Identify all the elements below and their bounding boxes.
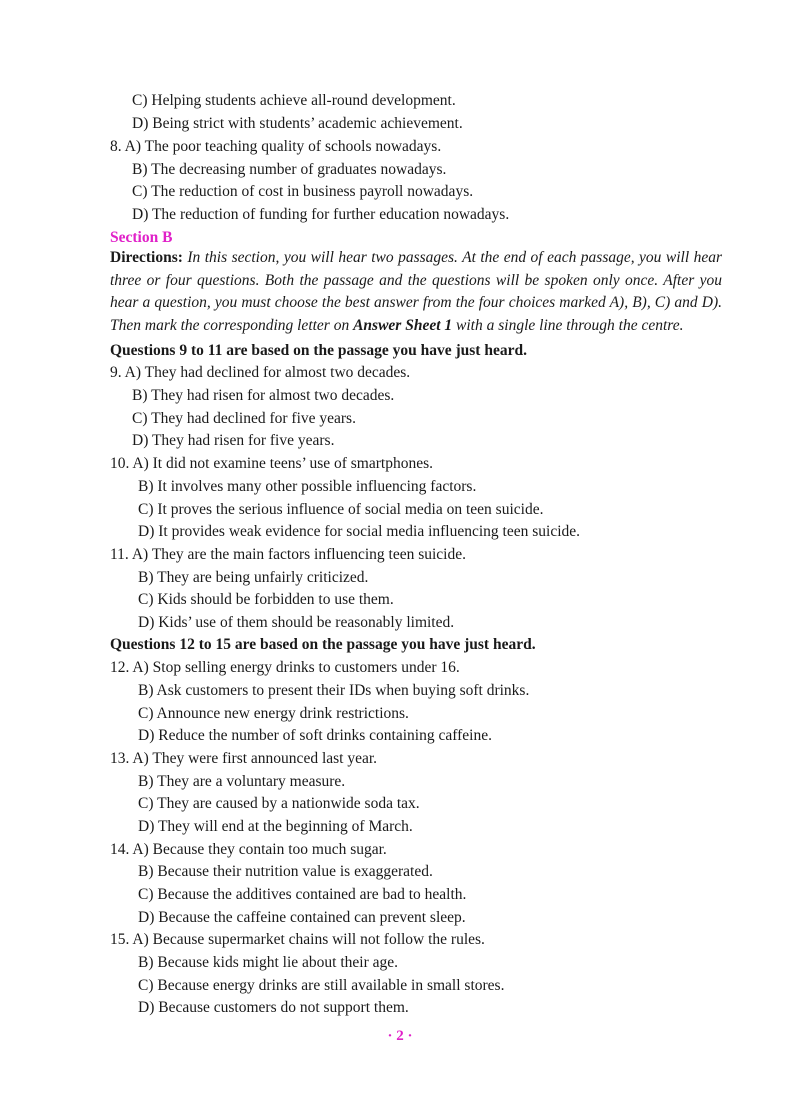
directions-label: Directions: <box>110 249 183 266</box>
question-12-option-c: C) Announce new energy drink restrictions. <box>138 705 409 722</box>
questions-12-15-heading: Questions 12 to 15 are based on the passage you have just heard. <box>110 636 536 653</box>
question-9-option-c: C) They had declined for five years. <box>132 410 356 427</box>
questions-9-11-heading: Questions 9 to 11 are based on the passage you have just heard. <box>110 342 527 359</box>
question-15-option-c: C) Because energy drinks are still available in small stores. <box>138 977 505 994</box>
question-10-option-d: D) It provides weak evidence for social media influencing teen suicide. <box>138 523 581 540</box>
question-12-option-a: 12. A) Stop selling energy drinks to customers under 16. <box>110 659 460 676</box>
question-15-option-b: B) Because kids might lie about their age. <box>138 954 398 971</box>
option-7c: C) Helping students achieve all-round development. <box>132 92 456 109</box>
question-12-option-d: D) Reduce the number of soft drinks containing caffeine. <box>138 727 492 744</box>
question-11-option-d: D) Kids’ use of them should be reasonably limited. <box>138 614 455 631</box>
directions-text: In this section, you will hear two passages. At the end of each passage, you will hear three or four questions. Both the passage and the questions will be spoken only once. After you hear a question, you must choose the best answer from the four choices marked A), B), C) and D). Then mark the corresponding letter on <box>110 249 723 334</box>
question-14-option-c: C) Because the additives contained are bad to health. <box>138 886 467 903</box>
question-14-option-a: 14. A) Because they contain too much sugar. <box>110 841 387 858</box>
question-14-option-b: B) Because their nutrition value is exaggerated. <box>138 863 433 880</box>
question-13-option-a: 13. A) They were first announced last year. <box>110 750 378 767</box>
question-11-option-a: 11. A) They are the main factors influencing teen suicide. <box>110 546 466 563</box>
question-9-option-b: B) They had risen for almost two decades. <box>132 387 395 404</box>
section-b-title: Section B <box>110 229 173 246</box>
question-13-option-b: B) They are a voluntary measure. <box>138 773 346 790</box>
question-10-option-b: B) It involves many other possible influencing factors. <box>138 478 477 495</box>
question-8-option-d: D) The reduction of funding for further education nowadays. <box>132 206 510 223</box>
option-7d: D) Being strict with students’ academic achievement. <box>132 115 463 132</box>
question-13-option-c: C) They are caused by a nationwide soda tax. <box>138 795 420 812</box>
question-10-option-c: C) It proves the serious influence of social media on teen suicide. <box>138 501 544 518</box>
question-13-option-d: D) They will end at the beginning of March. <box>138 818 413 835</box>
question-14-option-d: D) Because the caffeine contained can prevent sleep. <box>138 909 466 926</box>
question-11-option-b: B) They are being unfairly criticized. <box>138 569 369 586</box>
question-8-option-b: B) The decreasing number of graduates nowadays. <box>132 161 447 178</box>
question-15-option-d: D) Because customers do not support them. <box>138 999 409 1016</box>
directions <box>110 247 722 337</box>
question-9-option-d: D) They had risen for five years. <box>132 432 335 449</box>
directions-text-end: with a single line through the centre. <box>456 316 684 334</box>
answer-sheet-emphasis: Answer Sheet 1 <box>353 316 453 334</box>
question-12-option-b: B) Ask customers to present their IDs when buying soft drinks. <box>138 682 530 699</box>
page-number: · 2 · <box>387 1028 413 1044</box>
question-8-option-c: C) The reduction of cost in business payroll nowadays. <box>132 183 474 200</box>
question-11-option-c: C) Kids should be forbidden to use them. <box>138 591 394 608</box>
question-15-option-a: 15. A) Because supermarket chains will not follow the rules. <box>110 931 485 948</box>
question-9-option-a: 9. A) They had declined for almost two decades. <box>110 364 411 381</box>
question-8-option-a: 8. A) The poor teaching quality of schools nowadays. <box>110 138 442 155</box>
question-10-option-a: 10. A) It did not examine teens’ use of smartphones. <box>110 455 434 472</box>
